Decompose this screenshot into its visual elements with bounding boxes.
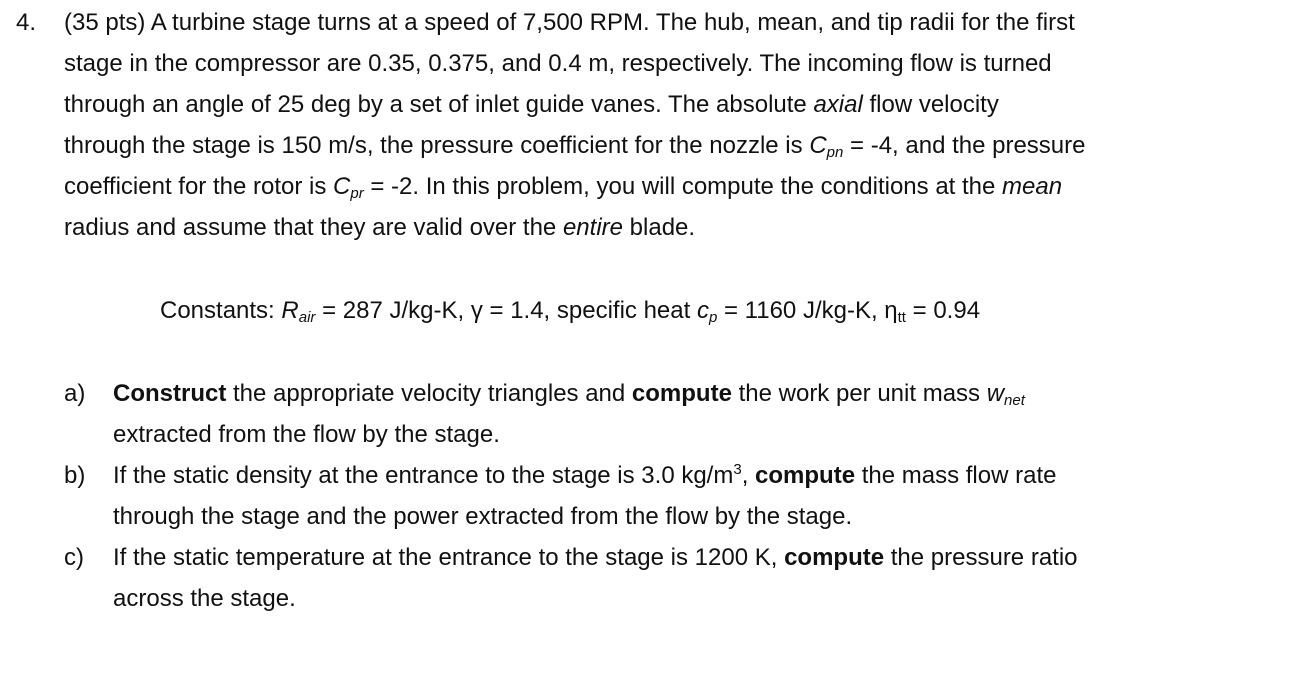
statement-text: blade. [623, 214, 696, 241]
statement-text: = -2. In this problem, you will compute the conditions at the [363, 173, 1003, 200]
symbol-cp: $c_p$ [696, 297, 718, 326]
constants-cp-value: = 1160 J/kg-K, η [717, 297, 898, 324]
part-b-text [113, 455, 1253, 537]
emphasis-axial: axial [813, 91, 863, 118]
constants-label: Constants: [160, 297, 282, 324]
statement-text: through an angle of 25 deg by a set of inlet guide vanes. The absolute [64, 91, 814, 118]
symbol-r-air: $R_{air}$ [281, 297, 316, 326]
symbol-w-net: $w_{net}$ [986, 380, 1025, 409]
statement-line-4 [64, 125, 1244, 166]
emphasis-mean: mean [1002, 173, 1063, 200]
statement-text: coefficient for the rotor is [64, 173, 334, 200]
part-b-line-2: through the stage and the power extracted from the flow by the stage. [113, 503, 853, 530]
constants-line [160, 290, 980, 331]
part-a-text [113, 373, 1253, 455]
part-c-text [113, 537, 1253, 619]
part-b-letter: b) [64, 462, 86, 489]
part-c-line-2: across the stage. [113, 585, 296, 612]
statement-text: = -4, and the pressure [843, 132, 1086, 159]
statement-line-5 [64, 166, 1244, 207]
symbol-cpn: $C_{pn}$ [809, 132, 844, 161]
statement-line-3 [64, 84, 1244, 125]
part-a-line-2: extracted from the flow by the stage. [113, 421, 500, 448]
part-a-line-1: Construct the appropriate velocity triangles and compute the work per unit mass $w_{net}$ [113, 380, 1025, 409]
emphasis-entire: entire [562, 214, 623, 241]
statement-line-6 [64, 207, 1244, 248]
symbol-cpr: $C_{pr}$ [333, 173, 364, 202]
constants-r-value: = 287 J/kg-K, γ = 1.4, specific heat [315, 297, 697, 324]
part-a-letter: a) [64, 380, 86, 407]
statement-line-2: stage in the compressor are 0.35, 0.375, and 0.4 m, respectively. The incoming flow is turned [64, 50, 1052, 77]
statement-text: flow velocity [862, 91, 999, 118]
part-c-letter: c) [64, 544, 84, 571]
statement-text: through the stage is 150 m/s, the pressure coefficient for the nozzle is [64, 132, 810, 159]
part-b-line-1: If the static density at the entrance to the stage is 3.0 $kg/m^3$, compute the mass flow rate [113, 461, 1057, 489]
problem-number: 4. [16, 9, 37, 36]
part-c-line-1: If the static temperature at the entrance to the stage is 1200 K, compute the pressure ratio [113, 544, 1078, 571]
problem-statement [64, 2, 1244, 248]
statement-line-1: (35 pts) A turbine stage turns at a speed of 7,500 RPM. The hub, mean, and tip radii for the first [64, 9, 1075, 36]
symbol-eta-tt-sub: tt [897, 309, 906, 326]
statement-text: radius and assume that they are valid over the [64, 214, 563, 241]
constants-eta-value: = 0.94 [905, 297, 981, 324]
